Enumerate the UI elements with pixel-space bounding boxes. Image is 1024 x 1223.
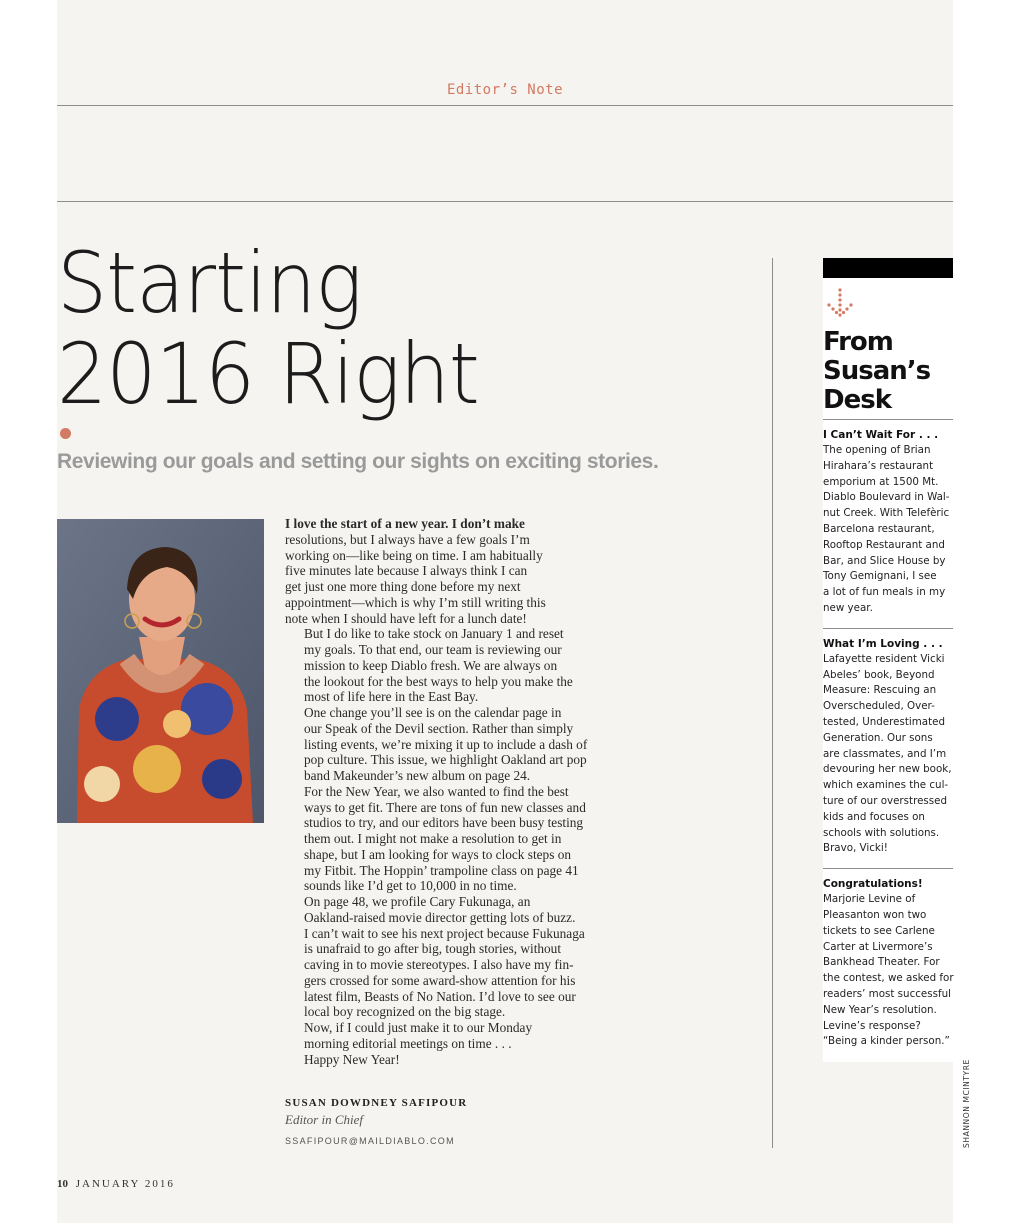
sidebar-line: The opening of Brian bbox=[823, 444, 931, 456]
sidebar-line: nut Creek. With Telefèric bbox=[823, 507, 950, 520]
title-line: 2016 Right bbox=[57, 325, 479, 423]
article-line: ways to get fit. There are tons of fun new classes and bbox=[304, 799, 586, 815]
author-name: SUSAN DOWDNEY SAFIPOUR bbox=[285, 1097, 468, 1109]
sidebar-line: ture of our overstressed bbox=[823, 794, 948, 807]
sidebar-title-line: Desk bbox=[823, 385, 891, 415]
sidebar-line: which examines the cul- bbox=[823, 779, 949, 792]
article-line: working on—like being on time. I am habitually bbox=[285, 547, 543, 563]
article-line: gers crossed for some award-show attention for his bbox=[304, 972, 576, 988]
article-line: pop culture. This issue, we highlight Oakland art pop bbox=[304, 752, 587, 768]
article-line: the lookout for the best ways to help you make the bbox=[304, 673, 573, 689]
article-paragraph bbox=[285, 894, 585, 1020]
article-line: On page 48, we profile Cary Fukunaga, an bbox=[304, 894, 531, 909]
sidebar-line: Pleasanton won two bbox=[823, 908, 927, 921]
article-line: studios to try, and our editors have been busy testing bbox=[304, 815, 584, 831]
sidebar-line: schools with solutions. bbox=[823, 826, 940, 839]
sidebar-section-text bbox=[823, 892, 953, 1050]
editor-portrait-photo bbox=[57, 519, 264, 823]
sidebar-line: Hirahara’s restaurant bbox=[823, 459, 934, 472]
sidebar-line: devouring her new book, bbox=[823, 763, 952, 776]
sidebar-rule bbox=[823, 868, 953, 869]
sidebar-line: tested, Underestimated bbox=[823, 715, 945, 728]
article-line: One change you’ll see is on the calendar page in bbox=[304, 705, 562, 720]
sidebar-top-bar bbox=[823, 258, 953, 278]
sidebar-section-text bbox=[823, 443, 953, 617]
sidebar-line: are classmates, and I’m bbox=[823, 747, 947, 760]
sidebar-spacer bbox=[823, 857, 953, 864]
sidebar-line: Abeles’ book, Beyond bbox=[823, 668, 935, 681]
sidebar-line: Rooftop Restaurant and bbox=[823, 538, 945, 551]
sidebar-line: Lafayette resident Vicki bbox=[823, 652, 945, 665]
sidebar-line: tickets to see Carlene bbox=[823, 924, 935, 937]
title-line: Starting bbox=[57, 234, 362, 332]
sidebar-line: New Year’s resolution. bbox=[823, 1003, 937, 1016]
sidebar-line: kids and focuses on bbox=[823, 810, 925, 823]
article-line: my Fitbit. The Hoppin’ trampoline class on page 41 bbox=[304, 862, 579, 878]
sidebar-line: Marjorie Levine of bbox=[823, 893, 916, 906]
column-divider bbox=[772, 258, 773, 1148]
sidebar-section bbox=[823, 429, 953, 617]
article-line: note when I should have left for a lunch date! bbox=[285, 610, 527, 626]
sidebar-section bbox=[823, 638, 953, 857]
article-line: Now, if I could just make it to our Monday bbox=[304, 1020, 533, 1035]
sidebar-section-heading: What I’m Loving . . . bbox=[823, 637, 943, 650]
sidebar-section bbox=[823, 878, 953, 1050]
sidebar-line: Bar, and Slice House by bbox=[823, 554, 946, 567]
sidebar-line: emporium at 1500 Mt. bbox=[823, 475, 939, 488]
sidebar-line: Carter at Livermore’s bbox=[823, 940, 933, 953]
article-line: caving in to movie stereotypes. I also have my fin- bbox=[304, 957, 574, 972]
article-line: latest film, Beasts of No Nation. I’d love to see our bbox=[304, 988, 576, 1004]
header-rule-bottom bbox=[57, 201, 953, 202]
article-line: them out. I might not make a resolution to get in bbox=[304, 831, 562, 846]
sidebar-title-line: From bbox=[823, 327, 893, 357]
dotted-arrow-down-icon bbox=[825, 287, 855, 321]
article-body bbox=[285, 516, 588, 1067]
article-title bbox=[57, 234, 479, 423]
sidebar-line: Levine’s response? bbox=[823, 1019, 921, 1032]
sidebar-line: Measure: Rescuing an bbox=[823, 684, 937, 697]
article-line: But I do like to take stock on January 1 and reset bbox=[304, 626, 564, 642]
article-line: is unafraid to go after big, tough stories, without bbox=[304, 941, 562, 957]
sidebar-box bbox=[823, 258, 953, 1062]
article-paragraph bbox=[285, 516, 585, 626]
article-line: five minutes late because I always think I can bbox=[285, 563, 528, 579]
sidebar-line: Bravo, Vicki! bbox=[823, 842, 888, 855]
article-line: get just one more thing done before my next bbox=[285, 579, 521, 594]
sidebar-section-heading: Congratulations! bbox=[823, 878, 923, 891]
sidebar-line: new year. bbox=[823, 601, 873, 614]
sidebar-line: Diablo Boulevard in Wal- bbox=[823, 491, 950, 504]
article-subtitle: Reviewing our goals and setting our sights on exciting stories. bbox=[57, 450, 659, 473]
sidebar-line: “Being a kinder person.” bbox=[823, 1035, 950, 1048]
magazine-page bbox=[57, 0, 953, 1223]
sidebar-spacer bbox=[823, 617, 953, 624]
article-line: appointment—which is why I’m still writing this bbox=[285, 594, 546, 610]
accent-dot bbox=[60, 428, 71, 439]
portrait-illustration bbox=[57, 519, 264, 823]
article-line: morning editorial meetings on time . . . bbox=[304, 1035, 512, 1051]
section-label: Editor’s Note bbox=[446, 82, 564, 98]
sidebar-line: the contest, we asked for bbox=[823, 972, 954, 985]
article-line: Happy New Year! bbox=[304, 1051, 400, 1067]
sidebar-rule bbox=[823, 419, 953, 420]
article-line: For the New Year, we also wanted to find the best bbox=[304, 783, 569, 799]
article-line: most of life here in the East Bay. bbox=[304, 689, 479, 705]
sidebar-sections bbox=[823, 419, 953, 1050]
sidebar-line: readers’ most successful bbox=[823, 987, 951, 1000]
article-line: mission to keep Diablo fresh. We are always on bbox=[304, 657, 558, 673]
article-paragraph bbox=[285, 1020, 585, 1052]
sidebar-rule bbox=[823, 628, 953, 629]
article-line: sounds like I’d get to 10,000 in no time. bbox=[304, 878, 517, 894]
article-line: my goals. To that end, our team is reviewing our bbox=[304, 642, 562, 657]
article-paragraph bbox=[285, 784, 585, 894]
article-line: I love the start of a new year. I don’t make bbox=[285, 516, 525, 531]
article-line: Oakland-raised movie director getting lots of buzz. bbox=[304, 909, 576, 925]
sidebar-line: Tony Gemignani, I see bbox=[823, 570, 937, 583]
article-line: resolutions, but I always have a few goals I’m bbox=[285, 531, 530, 547]
article-line: band Makeunder’s new album on page 24. bbox=[304, 768, 531, 783]
article-line: our Speak of the Devil section. Rather than simply bbox=[304, 720, 574, 736]
article-line: I can’t wait to see his next project because Fukunaga bbox=[304, 925, 585, 941]
article-line: local boy recognized on the big stage. bbox=[304, 1004, 506, 1020]
photo-credit: SHANNON MCINTYRE bbox=[962, 1059, 971, 1148]
signature-block bbox=[285, 1097, 467, 1146]
sidebar-title bbox=[823, 328, 953, 415]
article-line: shape, but I am looking for ways to clock steps on bbox=[304, 846, 571, 862]
article-paragraph bbox=[285, 705, 588, 784]
article-paragraph bbox=[285, 626, 585, 705]
issue-date: JANUARY 2016 bbox=[75, 1178, 175, 1190]
author-role: Editor in Chief bbox=[285, 1112, 363, 1127]
sidebar-line: Bankhead Theater. For bbox=[823, 956, 940, 969]
sidebar-title-line: Susan’s bbox=[823, 356, 931, 386]
page-number: 10 bbox=[57, 1178, 68, 1190]
page-folio bbox=[57, 1178, 175, 1190]
sidebar-line: a lot of fun meals in my bbox=[823, 586, 946, 599]
sidebar-line: Generation. Our sons bbox=[823, 731, 933, 744]
sidebar-section-heading: I Can’t Wait For . . . bbox=[823, 429, 939, 441]
author-email[interactable]: SSAFIPOUR@MAILDIABLO.COM bbox=[285, 1136, 455, 1146]
sidebar-section-text bbox=[823, 652, 953, 857]
article-line: listing events, we’re mixing it up to include a dash of bbox=[304, 736, 588, 752]
header-rule-top bbox=[57, 105, 953, 106]
sidebar-line: Barcelona restaurant, bbox=[823, 522, 935, 535]
sidebar-line: Overscheduled, Over- bbox=[823, 700, 935, 713]
article-paragraph bbox=[285, 1052, 585, 1068]
